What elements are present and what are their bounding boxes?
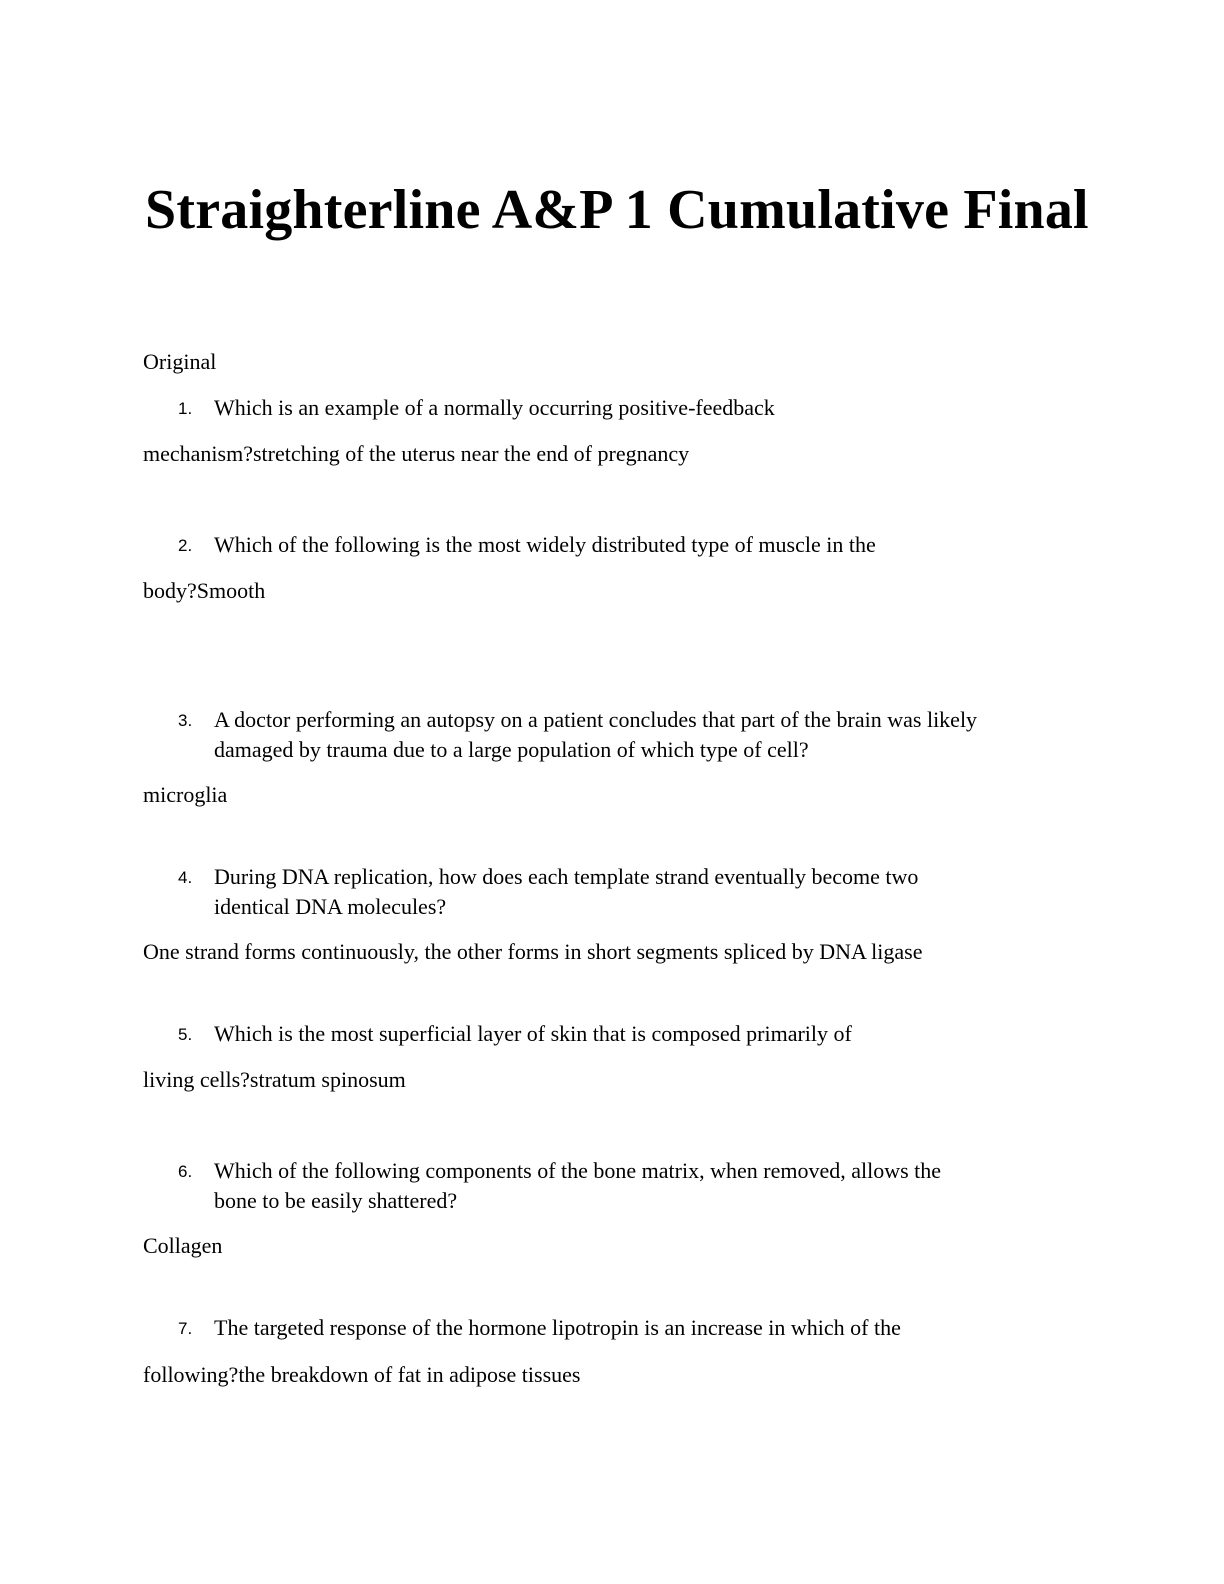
answer-text: Collagen (143, 1233, 223, 1258)
section-label: Original (143, 349, 217, 374)
answer-text: microglia (143, 782, 228, 807)
question-text: Which is the most superficial layer of skin that is composed primarily of (214, 1021, 852, 1046)
question-text: During DNA replication, how does each template strand eventually become two (214, 864, 919, 889)
question-number: 6. (178, 1162, 193, 1181)
question-number: 1. (178, 399, 193, 418)
question-number: 7. (178, 1319, 193, 1338)
question-text: Which of the following components of the bone matrix, when removed, allows the (214, 1158, 942, 1183)
question-text: identical DNA molecules? (214, 894, 447, 919)
question-text: A doctor performing an autopsy on a patient concludes that part of the brain was likely (214, 707, 978, 732)
question-text: Which of the following is the most widely distributed type of muscle in the (214, 532, 876, 557)
document-title: Straighterline A&P 1 Cumulative Final (145, 179, 1089, 241)
question-number: 2. (178, 536, 193, 555)
answer-text: body?Smooth (143, 578, 266, 603)
question-text: damaged by trauma due to a large population of which type of cell? (214, 737, 809, 762)
question-text: Which is an example of a normally occurring positive-feedback (214, 395, 775, 420)
question-number: 5. (178, 1025, 193, 1044)
question-number: 4. (178, 868, 193, 887)
question-text: bone to be easily shattered? (214, 1188, 458, 1213)
answer-text: One strand forms continuously, the other forms in short segments spliced by DNA ligase (143, 939, 923, 964)
answer-text: mechanism?stretching of the uterus near the end of pregnancy (143, 441, 690, 466)
answer-text: following?the breakdown of fat in adipose tissues (143, 1362, 581, 1387)
question-text: The targeted response of the hormone lipotropin is an increase in which of the (214, 1315, 901, 1340)
answer-text: living cells?stratum spinosum (143, 1067, 406, 1092)
question-number: 3. (178, 711, 193, 730)
